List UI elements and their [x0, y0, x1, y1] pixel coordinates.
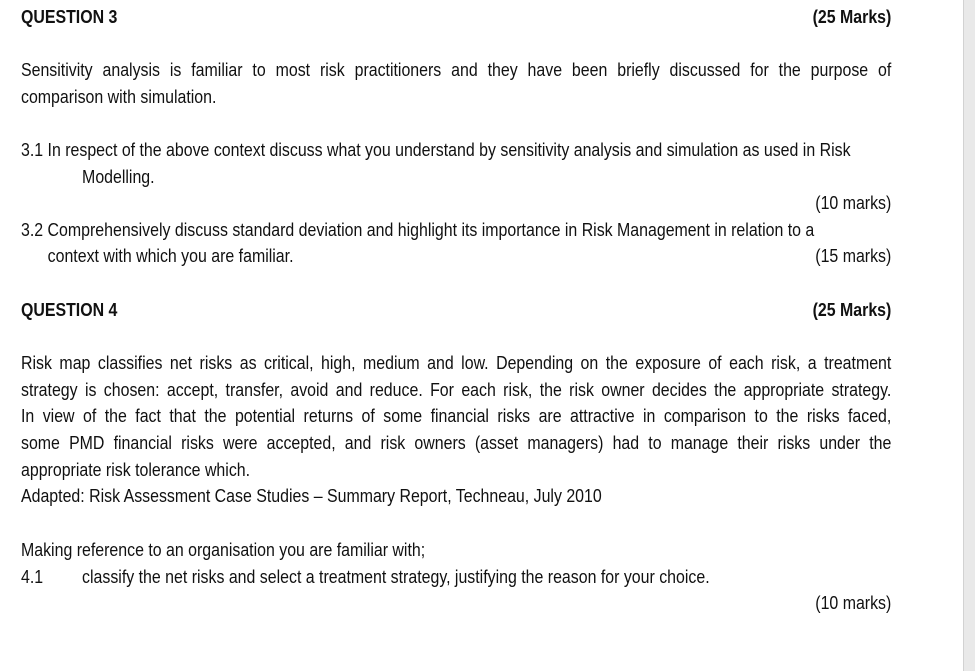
q4-para-line-5: appropriate risk tolerance which. — [21, 459, 251, 480]
q4-lead: Making reference to an organisation you are familiar with; — [21, 539, 426, 560]
q4-source: Adapted: Risk Assessment Case Studies – Summary Report, Techneau, July 2010 — [21, 485, 602, 506]
question-3-heading: QUESTION 3 — [21, 6, 118, 27]
question-3-marks: (25 Marks) — [812, 6, 892, 27]
q4-para-line-2: strategy is chosen: accept, transfer, avoid and reduce. For each risk, the risk owner decides the appropriate strategy. — [21, 379, 892, 400]
q3-1-marks: (10 marks) — [815, 192, 892, 213]
q3-intro-line-1: Sensitivity analysis is familiar to most risk practitioners and they have been briefly discussed for the purpose of — [21, 59, 892, 80]
question-4-marks: (25 Marks) — [812, 299, 892, 320]
q4-para-line-1: Risk map classifies net risks as critical, high, medium and low. Depending on the exposure of each risk, a treatment — [21, 352, 892, 373]
q4-1-marks: (10 marks) — [815, 592, 892, 613]
q4-1-text: classify the net risks and select a treatment strategy, justifying the reason for your choice. — [82, 566, 710, 587]
question-4-heading: QUESTION 4 — [21, 299, 118, 320]
q3-1-line-2: Modelling. — [82, 166, 155, 187]
right-scroll-strip — [963, 0, 975, 671]
q3-2-line-1: 3.2 Comprehensively discuss standard deviation and highlight its importance in Risk Management in relation to a — [21, 219, 815, 240]
q3-1-line-1: 3.1 In respect of the above context discuss what you understand by sensitivity analysis and simulation as used in Risk — [21, 139, 851, 160]
q4-para-line-3: In view of the fact that the potential returns of some financial risks are attractive in comparison to the risks faced, — [21, 405, 892, 426]
q3-2-line-2: context with which you are familiar. — [47, 245, 294, 266]
q3-2-marks: (15 marks) — [815, 245, 892, 266]
q4-para-line-4: some PMD financial risks were accepted, and risk owners (asset managers) had to manage their risks under the — [21, 432, 892, 453]
q4-1-number: 4.1 — [21, 566, 44, 587]
q3-intro-line-2: comparison with simulation. — [21, 86, 217, 107]
